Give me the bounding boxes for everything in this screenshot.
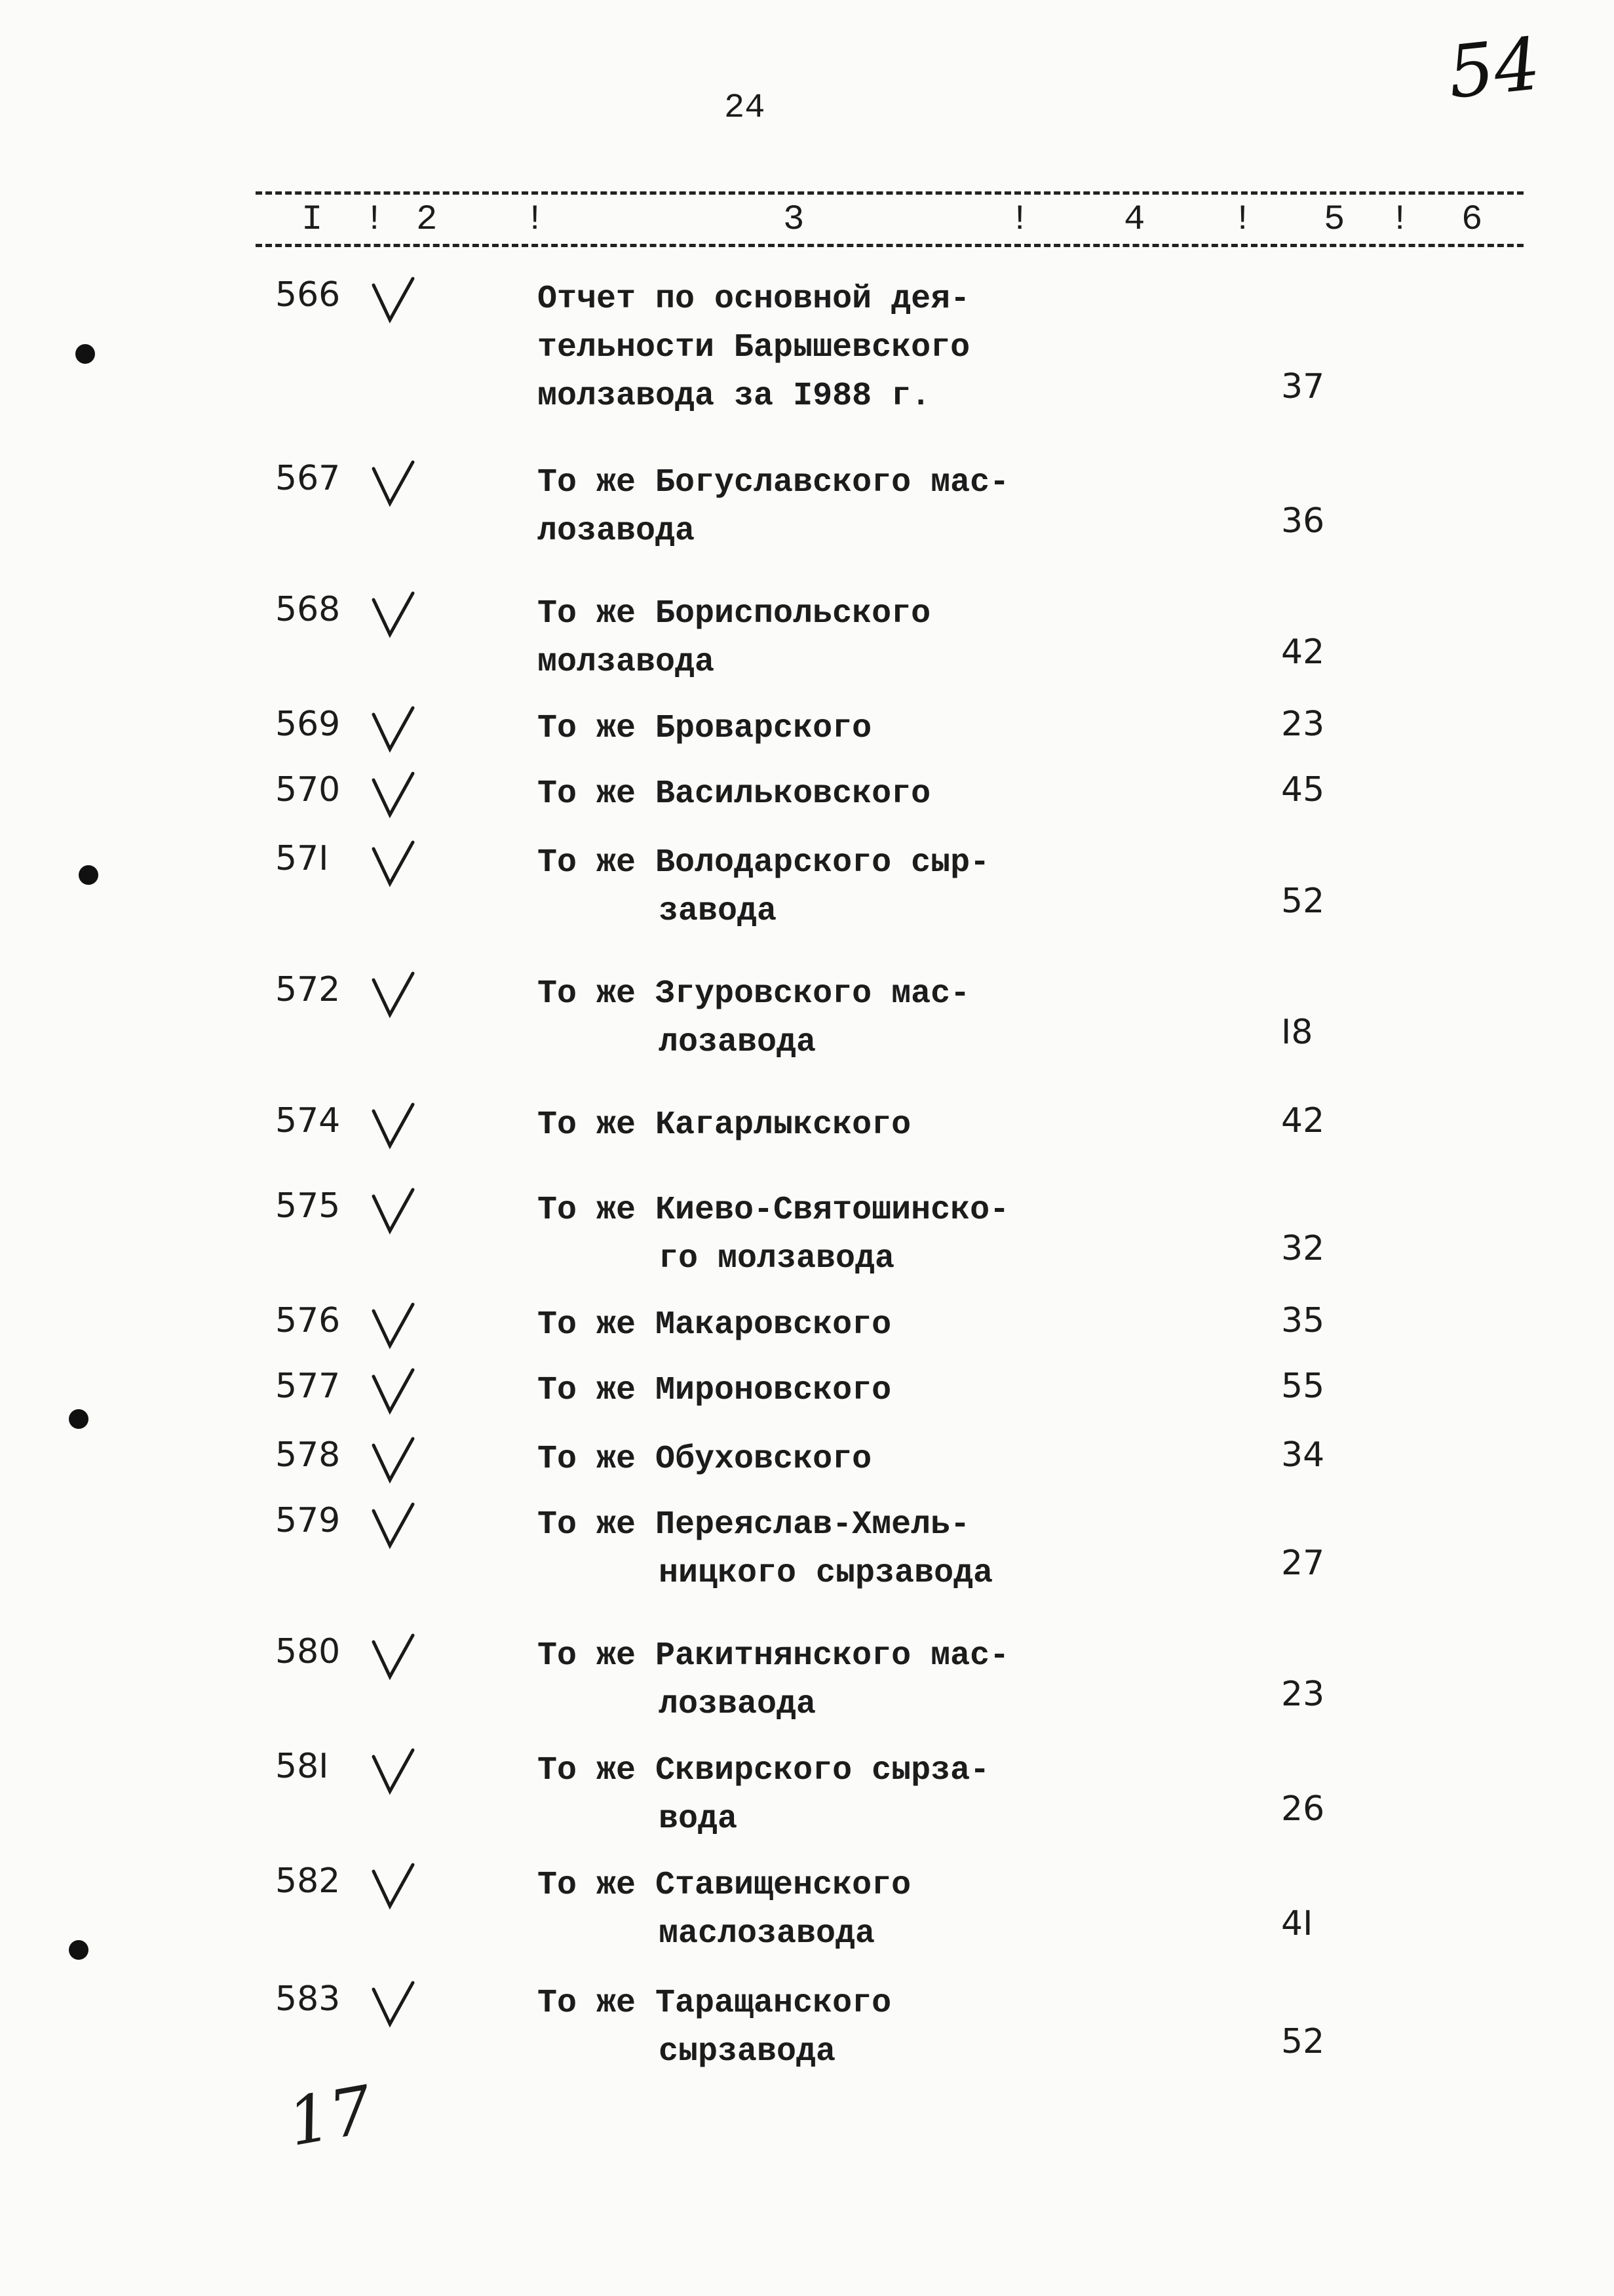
description-line: То же Ракитнянского мас- [537, 1637, 1010, 1675]
checkmark-icon [370, 1101, 416, 1150]
description-line: То же Богуславского мас- [537, 464, 1010, 501]
description-line: То же Кагарлыкского [537, 1106, 912, 1144]
checkmark-icon [370, 1435, 416, 1485]
item-description [537, 839, 990, 936]
sheet-count: 34 [1281, 1435, 1325, 1475]
item-number: 567 [275, 459, 341, 498]
item-number: 582 [275, 1861, 341, 1901]
col-header-2: 2 [416, 200, 438, 240]
sheet-count: 42 [1281, 1101, 1325, 1140]
item-description [537, 1747, 990, 1844]
description-line: То же Обуховского [537, 1441, 872, 1478]
header-rule-top [256, 191, 1524, 195]
item-description [537, 1632, 1009, 1729]
checkmark-icon [370, 839, 416, 888]
description-line: сырзавода [659, 2033, 836, 2071]
description-line: лозваода [659, 1686, 817, 1723]
description-line: То же Броварского [537, 710, 872, 747]
sheet-count: 23 [1281, 1675, 1325, 1714]
item-description [537, 590, 931, 687]
checkmark-icon [370, 705, 416, 754]
punch-hole [69, 1409, 88, 1429]
sheet-count: 37 [1281, 367, 1325, 406]
checkmark-icon [370, 1501, 416, 1550]
page-number: 24 [724, 88, 765, 127]
col-header-3: 3 [783, 200, 805, 240]
item-description [537, 459, 1009, 556]
punch-hole [69, 1940, 88, 1960]
checkmark-icon [370, 1632, 416, 1681]
checkmark-icon [370, 1301, 416, 1350]
col-header-4: 4 [1124, 200, 1145, 240]
checkmark-icon [370, 590, 416, 639]
item-description [537, 1367, 891, 1415]
item-description [537, 970, 970, 1067]
item-description [537, 705, 872, 753]
archive-sheet-number: 54 [1444, 22, 1545, 115]
col-separator: ! [1232, 200, 1254, 240]
item-number: 577 [275, 1367, 341, 1406]
item-description [537, 275, 970, 421]
item-number: 58I [275, 1747, 329, 1786]
checkmark-icon [370, 459, 416, 508]
item-number: 574 [275, 1101, 341, 1140]
item-description [537, 770, 931, 819]
description-line: вода [659, 1800, 738, 1838]
item-number: 580 [275, 1632, 341, 1671]
sheet-count: 52 [1281, 882, 1325, 921]
item-description [537, 1435, 872, 1484]
item-number: 572 [275, 970, 341, 1009]
header-rule-bottom [256, 244, 1524, 247]
description-line: лозавода [659, 1024, 817, 1061]
sheet-count: I8 [1281, 1013, 1313, 1052]
description-line: лозавода [537, 513, 695, 550]
sheet-count: 42 [1281, 632, 1325, 672]
checkmark-icon [370, 1861, 416, 1911]
checkmark-icon [370, 275, 416, 324]
item-number: 57I [275, 839, 329, 878]
sheet-count: 4I [1281, 1904, 1313, 1943]
item-number: 575 [275, 1186, 341, 1226]
description-line: Отчет по основной дея- [537, 281, 970, 318]
description-line: молзавода за I988 г. [537, 378, 931, 415]
sheet-count: 27 [1281, 1544, 1325, 1583]
item-number: 570 [275, 770, 341, 809]
description-line: То же Макаровского [537, 1306, 892, 1344]
description-line: То же Киево-Святошинско- [537, 1192, 1010, 1229]
checkmark-icon [370, 1367, 416, 1416]
col-separator: ! [364, 200, 385, 240]
item-number: 578 [275, 1435, 341, 1475]
col-header-5: 5 [1324, 200, 1345, 240]
punch-hole [79, 865, 98, 885]
item-description [537, 1979, 891, 2076]
sheet-count: 52 [1281, 2022, 1325, 2061]
col-separator: ! [524, 200, 546, 240]
item-description [537, 1501, 993, 1598]
item-number: 583 [275, 1979, 341, 2019]
checkmark-icon [370, 1747, 416, 1796]
item-number: 569 [275, 705, 341, 744]
description-line: То же Васильковского [537, 775, 931, 813]
description-line: го молзавода [659, 1240, 895, 1277]
col-header-1: I [301, 200, 323, 240]
sheet-count: 32 [1281, 1229, 1325, 1268]
description-line: То же Мироновского [537, 1372, 892, 1409]
description-line: ницкого сырзавода [659, 1555, 993, 1592]
sheet-count: 45 [1281, 770, 1325, 809]
description-line: молзавода [537, 644, 715, 681]
col-separator: ! [1389, 200, 1411, 240]
item-description [537, 1861, 911, 1958]
checkmark-icon [370, 1979, 416, 2029]
description-line: маслозавода [659, 1915, 875, 1953]
item-description [537, 1186, 1009, 1283]
item-description [537, 1301, 891, 1350]
description-line: То же Бориспольского [537, 595, 931, 632]
sheet-count: 36 [1281, 501, 1325, 541]
checkmark-icon [370, 770, 416, 819]
description-line: То же Володарского сыр- [537, 844, 990, 882]
item-number: 576 [275, 1301, 341, 1340]
checkmark-icon [370, 1186, 416, 1236]
col-separator: ! [1009, 200, 1031, 240]
checkmark-icon [370, 970, 416, 1019]
col-header-6: 6 [1461, 200, 1483, 240]
item-number: 568 [275, 590, 341, 629]
description-line: тельности Барышевского [537, 329, 970, 366]
sheet-count: 23 [1281, 705, 1325, 744]
description-line: То же Таращанского [537, 1985, 892, 2022]
description-line: То же Ставищенского [537, 1867, 912, 1904]
punch-hole [75, 344, 95, 364]
item-description [537, 1101, 911, 1150]
item-number: 566 [275, 275, 341, 315]
handwritten-note: 17 [282, 2071, 378, 2162]
sheet-count: 35 [1281, 1301, 1325, 1340]
description-line: То же Переяслав-Хмель- [537, 1506, 970, 1544]
description-line: То же Сквирского сырза- [537, 1752, 990, 1789]
description-line: завода [659, 893, 777, 930]
sheet-count: 55 [1281, 1367, 1325, 1406]
item-number: 579 [275, 1501, 341, 1540]
sheet-count: 26 [1281, 1789, 1325, 1829]
description-line: То же Згуровского мас- [537, 975, 970, 1013]
